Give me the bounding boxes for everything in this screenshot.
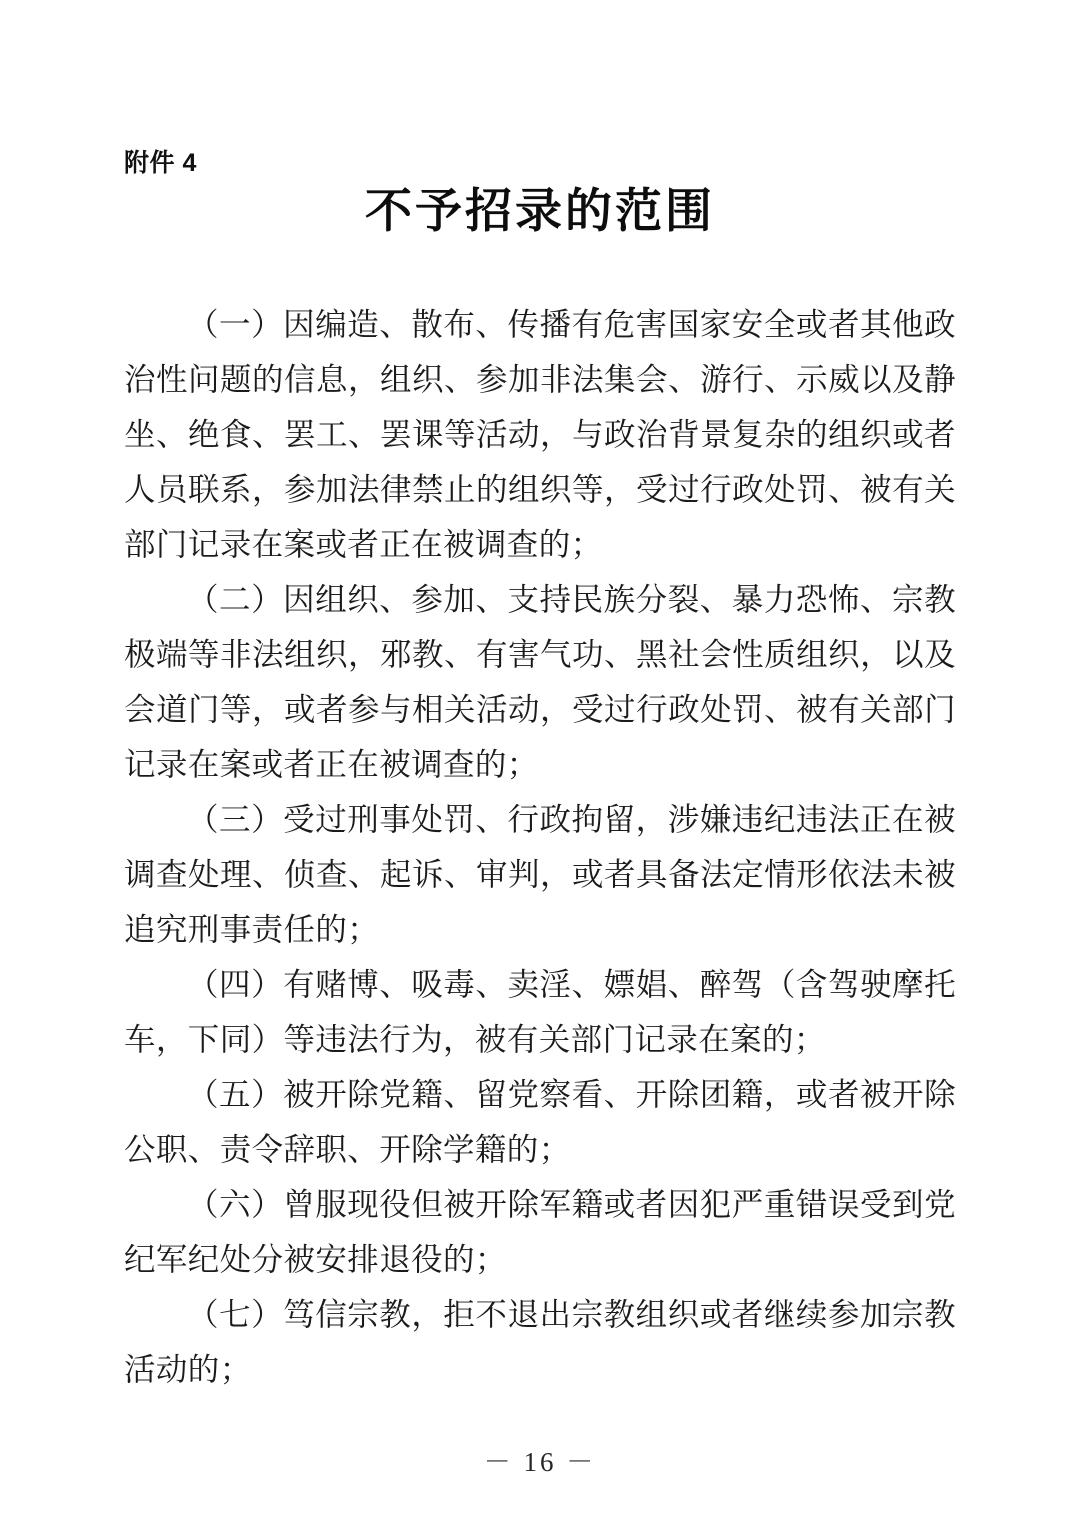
clause-paragraph-1: （一）因编造、散布、传播有危害国家安全或者其他政治性问题的信息，组织、参加非法集会、游行、示威以及静坐、绝食、罢工、罢课等活动，与政治背景复杂的组织或者人员联系，参加法律禁止的组织等，受过行政处罚、被有关部门记录在案或者正在被调查的； [124, 307, 956, 562]
clause-paragraph-6: （六）曾服现役但被开除军籍或者因犯严重错误受到党纪军纪处分被安排退役的； [124, 1187, 956, 1277]
clause-paragraph-5: （五）被开除党籍、留党察看、开除团籍，或者被开除公职、责令辞职、开除学籍的； [124, 1077, 956, 1167]
clause-paragraph-7: （七）笃信宗教，拒不退出宗教组织或者继续参加宗教活动的； [124, 1297, 956, 1387]
attachment-label: 附件 4 [124, 149, 197, 177]
page-title: 不予招录的范围 [365, 186, 715, 238]
page-number: － 16 － [483, 1447, 597, 1477]
clause-paragraph-3: （三）受过刑事处罚、行政拘留，涉嫌违纪违法正在被调查处理、侦查、起诉、审判，或者具备法定情形依法未被追究刑事责任的； [124, 802, 956, 947]
clause-paragraph-2: （二）因组织、参加、支持民族分裂、暴力恐怖、宗教极端等非法组织，邪教、有害气功、黑社会性质组织，以及会道门等，或者参与相关活动，受过行政处罚、被有关部门记录在案或者正在被调查的； [124, 582, 956, 782]
document-body [124, 297, 956, 1397]
clause-paragraph-4: （四）有赌博、吸毒、卖淫、嫖娼、醉驾（含驾驶摩托车，下同）等违法行为，被有关部门记录在案的； [124, 967, 956, 1057]
